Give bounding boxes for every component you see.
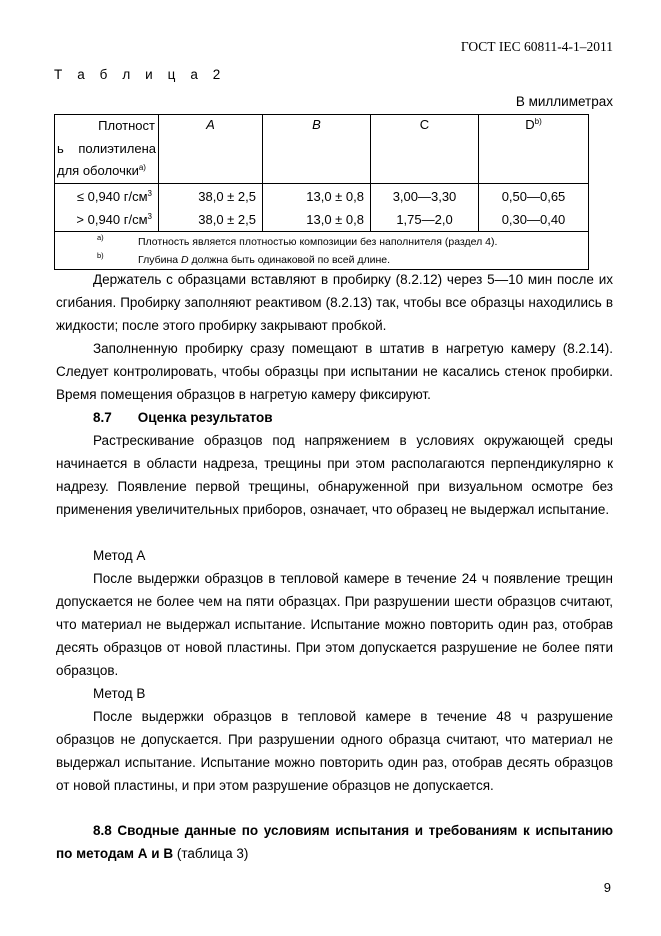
header-density-line1: Плотност [98,118,155,133]
paragraph-3-text: Растрескивание образцов под напряжением в условиях окружающей среды начинается в области надреза, трещины при этом располагаются перпендикулярно к надрезу. Появление первой трещины, обнаруженной при визуальном осмотре без применения увеличительных приборов, означает, что образец не выдержал испытание. [56,433,613,517]
value-d: 0,30—0,40 [501,211,566,227]
method-a-heading [56,544,613,567]
density-value: ≤ 0,940 г/см [76,188,148,204]
value-a: 38,0 ± 2,5 [198,188,256,204]
data-table [54,114,589,270]
table-title: Т а б л и ц а 2 [54,67,226,82]
paragraph-2 [56,337,613,406]
header-col-d-label: D [525,117,535,132]
section-number: 8.7 [93,410,112,425]
density-value: > 0,940 г/см [76,211,148,227]
paragraph-5 [56,705,613,797]
header-density-line2b: полиэтилена [78,140,156,156]
section-8-8-title: 8.8 Сводные данные по условиям испытания и требованиям к испытанию по методам А и В [56,823,613,861]
value-b: 13,0 ± 0,8 [306,211,364,227]
paragraph-1 [56,268,613,337]
footnote-text: Глубина [138,253,182,266]
method-a-label: Метод А [93,548,146,563]
value-b: 13,0 ± 0,8 [306,188,364,204]
paragraph-1-text: Держатель с образцами вставляют в пробирку (8.2.12) через 5—10 мин после их сгибания. Пробирку заполняют реактивом (8.2.13) так, чтобы все образцы находились в жидкости; после этого пробирку закрывают пробкой. [56,272,613,333]
header-density-note-mark: a) [138,163,146,172]
header-col-b-label: B [312,117,321,132]
density-unit-exponent: 3 [147,211,152,221]
cell-c [371,183,479,231]
value-d: 0,50—0,65 [501,188,566,204]
section-8-8-ref: (таблица 3) [173,846,249,861]
footnote-italic: D [181,253,189,266]
value-c: 3,00—3,30 [392,188,457,204]
paragraph-2-text: Заполненную пробирку сразу помещают в штатив в нагретую камеру (8.2.14). Следует контролировать, чтобы образцы при испытании не касались стенок пробирки. Время помещения образцов в нагретую камеру фиксируют. [56,341,613,402]
cell-b [263,183,371,231]
footnote-text: Плотность является плотностью композиции без наполнителя (раздел 4). [138,235,498,248]
density-unit-exponent: 3 [147,188,152,198]
header-density [55,115,159,184]
footnote-b [55,251,588,269]
table-units: В миллиметрах [515,94,613,109]
table-footnotes [55,231,589,269]
table-row [55,183,589,231]
footnote-a [55,233,588,251]
cell-density [55,183,159,231]
header-col-a [159,115,263,184]
value-c: 1,75—2,0 [396,211,453,227]
header-col-d-note-mark: b) [534,117,542,126]
header-col-c-label: C [419,117,430,132]
section-8-7-heading [56,406,613,429]
header-density-line3: для оболочки [57,163,139,178]
section-8-8-heading [56,819,613,865]
footnote-text-rest: должна быть одинаковой по всей длине. [188,253,391,266]
method-b-label: Метод В [93,686,146,701]
cell-a [159,183,263,231]
header-col-a-label: A [206,117,215,132]
paragraph-4-text: После выдержки образцов в тепловой камере в течение 24 ч появление трещин допускается не более чем на пяти образцах. При разрушении шести образцов считают, что материал не выдержал испытание. Испытание можно повторить один раз, отобрав десять образцов от новой пластины. При этом допускается разрушение не более пяти образцов. [56,571,613,678]
paragraph-3 [56,429,613,521]
value-a: 38,0 ± 2,5 [198,211,256,227]
header-col-b [263,115,371,184]
header-density-line2a: ь [57,140,64,156]
page-number: 9 [603,880,611,895]
document-header: ГОСТ IEC 60811-4-1–2011 [460,39,613,54]
header-col-d [479,115,589,184]
section-title: Оценка результатов [137,410,273,425]
paragraph-4 [56,567,613,682]
method-b-heading [56,682,613,705]
footnote-mark: b) [97,250,104,260]
cell-d [479,183,589,231]
footnote-mark: a) [97,232,104,242]
paragraph-5-text: После выдержки образцов в тепловой камере в течение 48 ч разрушение образцов не допускается. При разрушении одного образца считают, что материал не выдержал испытание. Испытание можно повторить один раз, отобрав десять образцов от новой пластины, и при этом разрушение образцов не допускается. [56,709,613,793]
header-col-c [371,115,479,184]
